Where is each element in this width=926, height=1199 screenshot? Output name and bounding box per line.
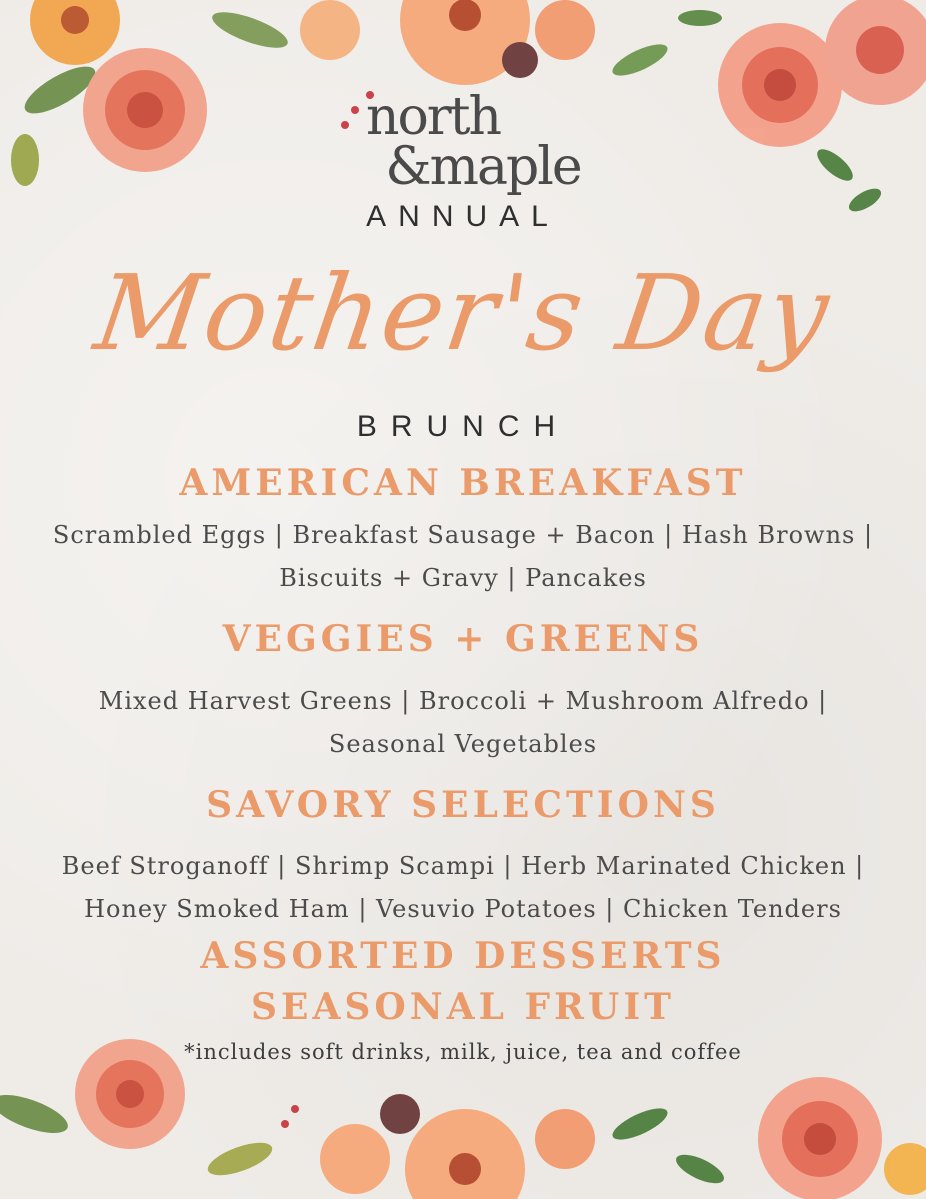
section-items-veggies-greens <box>20 680 906 766</box>
section-items-american-breakfast <box>20 514 906 600</box>
logo-line-north: north <box>365 87 501 147</box>
section-items-savory-selections <box>20 845 906 931</box>
seasonal-fruit-heading: SEASONAL FRUIT <box>251 986 675 1028</box>
mothers-day-title: Mother's Day <box>88 252 838 374</box>
menu-line: Biscuits + Gravy | Pancakes <box>279 564 647 592</box>
north-maple-logo <box>0 87 926 197</box>
menu-line: Beef Stroganoff | Shrimp Scampi | Herb Marinated Chicken | <box>61 852 865 880</box>
menu-line: Scrambled Eggs | Breakfast Sausage + Bacon | Hash Browns | <box>52 521 874 549</box>
menu-line: Mixed Harvest Greens | Broccoli + Mushroom Alfredo | <box>98 687 828 715</box>
beverage-note: *includes soft drinks, milk, juice, tea and coffee <box>184 1040 742 1064</box>
brunch-heading: BRUNCH <box>356 410 570 443</box>
annual-heading: ANNUAL <box>366 200 560 233</box>
menu-line: Seasonal Vegetables <box>328 730 598 758</box>
section-title-savory-selections: SAVORY SELECTIONS <box>206 784 720 826</box>
assorted-desserts-heading: ASSORTED DESSERTS <box>200 935 726 977</box>
section-title-veggies-greens: VEGGIES + GREENS <box>222 618 704 660</box>
menu-line: Honey Smoked Ham | Vesuvio Potatoes | Chicken Tenders <box>84 895 842 923</box>
logo-line-maple: &maple <box>385 137 581 197</box>
section-title-american-breakfast: AMERICAN BREAKFAST <box>179 462 747 504</box>
